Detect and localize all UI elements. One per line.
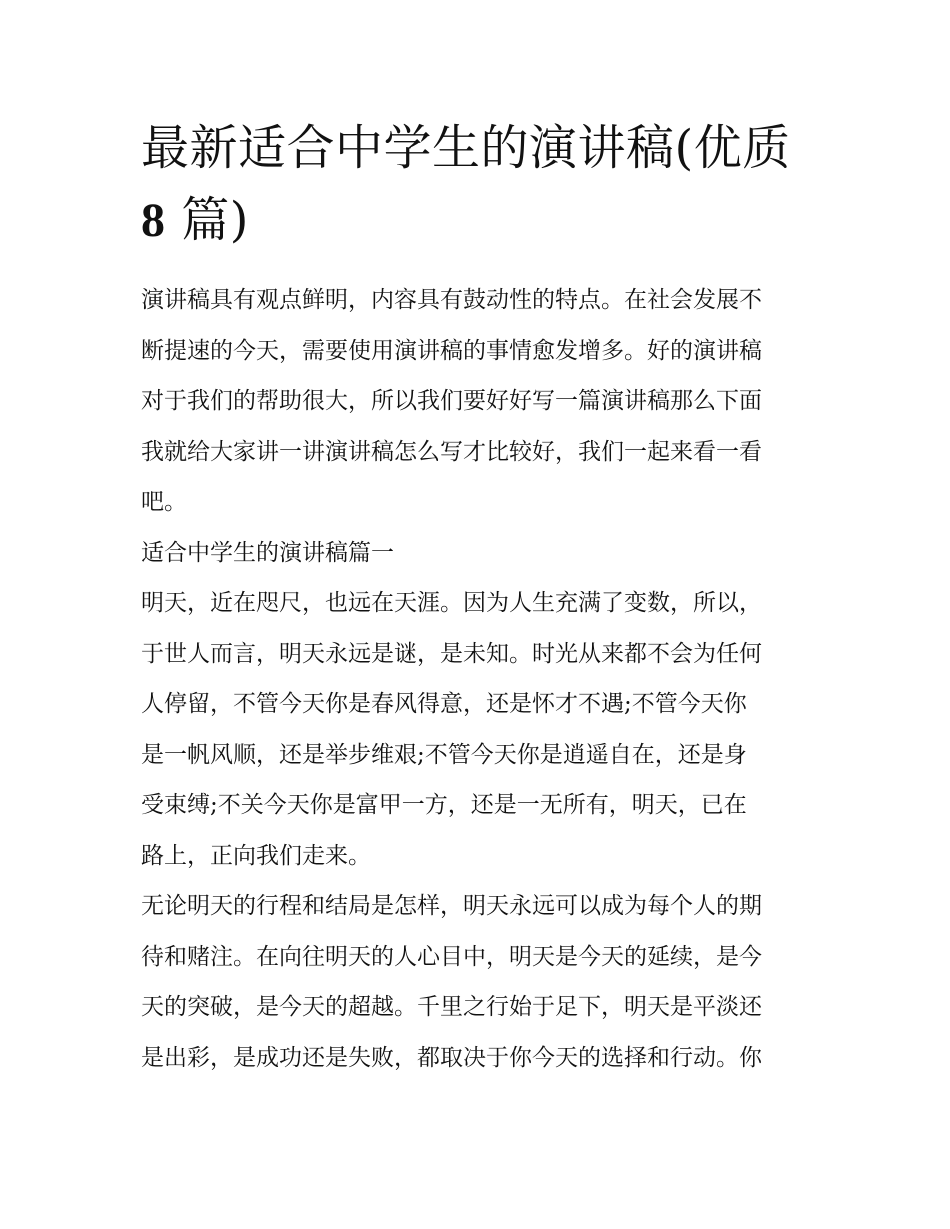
- title-line-1: 最新适合中学生的演讲稿(优质: [141, 120, 791, 176]
- text-line: 待和赌注。在向往明天的人心目中，明天是今天的延续，是今: [141, 943, 762, 970]
- text-line: 适合中学生的演讲稿篇一: [141, 539, 394, 566]
- document-title: [141, 112, 813, 257]
- title-line-2: [141, 184, 813, 257]
- paragraph-intro: [141, 275, 813, 528]
- paragraph-body-2: [141, 881, 813, 1083]
- text-line: 受束缚;不关今天你是富甲一方，还是一无所有，明天，已在: [141, 792, 747, 818]
- text-line: 明天，近在咫尺，也远在天涯。因为人生充满了变数，所以，: [141, 590, 762, 616]
- text-line: 断提速的今天，需要使用演讲稿的事情愈发增多。好的演讲稿: [141, 337, 762, 364]
- text-line: 天的突破，是今天的超越。千里之行始于足下，明天是平淡还: [141, 994, 762, 1020]
- text-line: 是一帆风顺，还是举步维艰;不管今天你是逍遥自在，还是身: [141, 741, 747, 768]
- title-suffix: 篇): [165, 192, 249, 248]
- text-line: 人停留，不管今天你是春风得意，还是怀才不遇;不管今天你: [141, 691, 747, 717]
- section-heading: [141, 528, 813, 579]
- text-line: 我就给大家讲一讲演讲稿怎么写才比较好，我们一起来看一看: [141, 438, 762, 465]
- text-line: 对于我们的帮助很大，所以我们要好好写一篇演讲稿那么下面: [141, 388, 762, 414]
- document-page: [141, 112, 813, 1083]
- text-line: 于世人而言，明天永远是谜，是未知。时光从来都不会为任何: [141, 640, 762, 667]
- title-number: 8: [141, 194, 166, 247]
- text-line: 路上，正向我们走来。: [141, 842, 371, 869]
- text-line: 无论明天的行程和结局是怎样，明天永远可以成为每个人的期: [141, 893, 762, 919]
- paragraph-body-1: [141, 578, 813, 881]
- text-line: 演讲稿具有观点鲜明，内容具有鼓动性的特点。在社会发展不: [141, 287, 762, 313]
- text-line: 是出彩，是成功还是失败，都取决于你今天的选择和行动。你: [141, 1044, 762, 1071]
- text-line: 吧。: [141, 489, 187, 515]
- document-body: [141, 275, 813, 1083]
